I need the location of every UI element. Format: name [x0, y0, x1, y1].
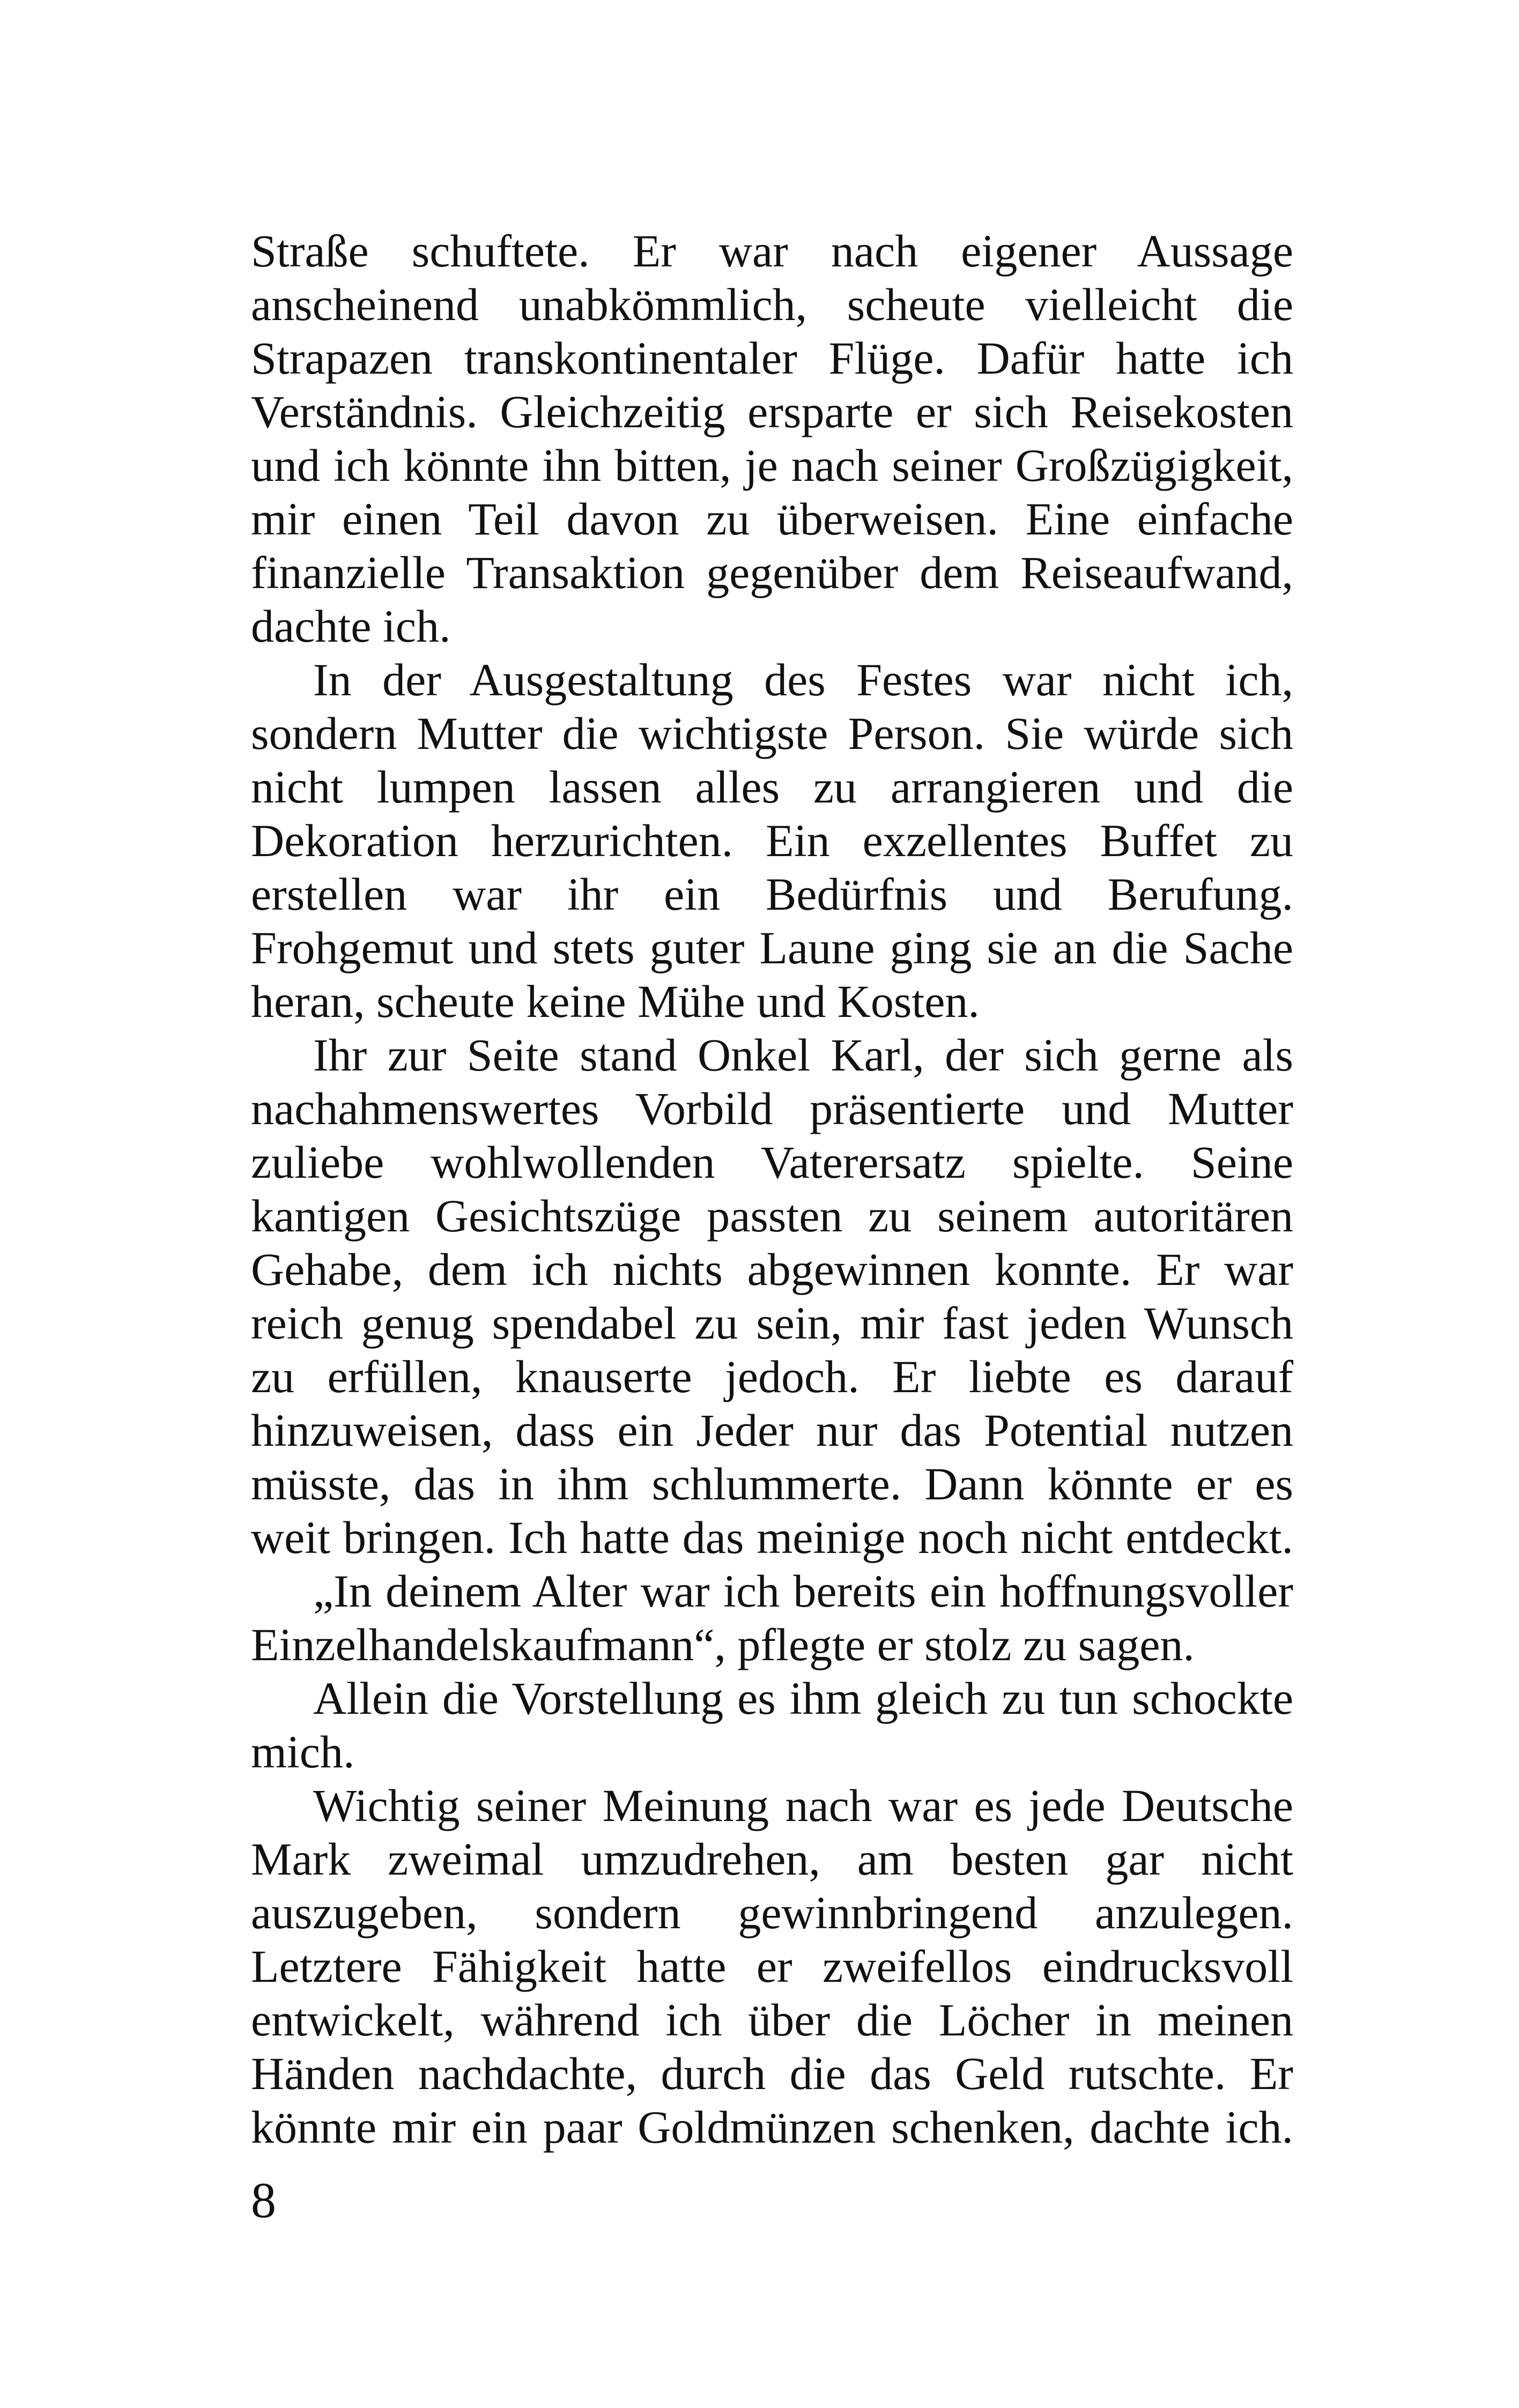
text-line: müsste, das in ihm schlummerte. Dann könnte er es — [251, 1458, 1293, 1510]
text-line: Dekoration herzurichten. Ein exzellentes Buffet zu — [251, 815, 1293, 866]
text-line: nachahmenswertes Vorbild präsentierte und Mutter — [251, 1083, 1293, 1134]
body-text — [251, 224, 1293, 2154]
text-line: Gehabe, dem ich nichts abgewinnen konnte. Er war — [251, 1244, 1293, 1295]
text-line: auszugeben, sondern gewinnbringend anzulegen. — [251, 1887, 1293, 1938]
text-line: hinzuweisen, dass ein Jeder nur das Potential nutzen — [251, 1404, 1293, 1456]
text-line: könnte mir ein paar Goldmünzen schenken, dachte ich. — [251, 2101, 1293, 2153]
text-line: Strapazen transkontinentaler Flüge. Dafür hatte ich — [251, 332, 1293, 384]
text-line: zu erfüllen, knauserte jedoch. Er liebte es darauf — [251, 1351, 1293, 1402]
text-line: Ihr zur Seite stand Onkel Karl, der sich gerne als — [313, 1029, 1293, 1081]
text-line: nicht lumpen lassen alles zu arrangieren und die — [251, 761, 1293, 813]
text-line: anscheinend unabkömmlich, scheute vielleicht die — [251, 279, 1293, 330]
text-line: sondern Mutter die wichtigste Person. Sie würde sich — [251, 708, 1293, 759]
text-line: Frohgemut und stets guter Laune ging sie an die Sache — [251, 922, 1293, 973]
text-line: reich genug spendabel zu sein, mir fast jeden Wunsch — [251, 1297, 1293, 1349]
text-line: Händen nachdachte, durch die das Geld rutschte. Er — [251, 2048, 1293, 2099]
text-line: erstellen war ihr ein Bedürfnis und Berufung. — [251, 868, 1293, 920]
text-line: Mark zweimal umzudrehen, am besten gar nicht — [251, 1833, 1293, 1885]
text-line: mir einen Teil davon zu überweisen. Eine einfache — [251, 493, 1293, 545]
text-line: weit bringen. Ich hatte das meinige noch nicht entdeckt. — [251, 1512, 1293, 1563]
text-line: dachte ich. — [251, 600, 451, 652]
text-line: Einzelhandelskaufmann“, pflegte er stolz zu sagen. — [251, 1619, 1195, 1670]
text-line: und ich könnte ihn bitten, je nach seiner Großzügigkeit, — [251, 440, 1293, 491]
text-line: zuliebe wohlwollenden Vaterersatz spielte. Seine — [251, 1136, 1293, 1188]
text-line: Letztere Fähigkeit hatte er zweifellos eindrucksvoll — [251, 1941, 1293, 1992]
text-line: mich. — [251, 1726, 355, 1778]
text-line: „In deinem Alter war ich bereits ein hoffnungsvoller — [313, 1565, 1293, 1617]
text-line: Allein die Vorstellung es ihm gleich zu tun schockte — [313, 1673, 1293, 1724]
text-line: Straße schuftete. Er war nach eigener Aussage — [251, 225, 1293, 277]
text-line: heran, scheute keine Mühe und Kosten. — [251, 976, 980, 1027]
text-line: kantigen Gesichtszüge passten zu seinem autoritären — [251, 1190, 1293, 1242]
text-line: Verständnis. Gleichzeitig ersparte er sich Reisekosten — [251, 386, 1293, 437]
text-line: Wichtig seiner Meinung nach war es jede Deutsche — [313, 1780, 1293, 1831]
text-line: entwickelt, während ich über die Löcher in meinen — [251, 1994, 1293, 2046]
page-number: 8 — [251, 2173, 276, 2228]
text-line: In der Ausgestaltung des Festes war nicht ich, — [313, 654, 1293, 705]
text-line: finanzielle Transaktion gegenüber dem Reiseaufwand, — [251, 547, 1293, 598]
